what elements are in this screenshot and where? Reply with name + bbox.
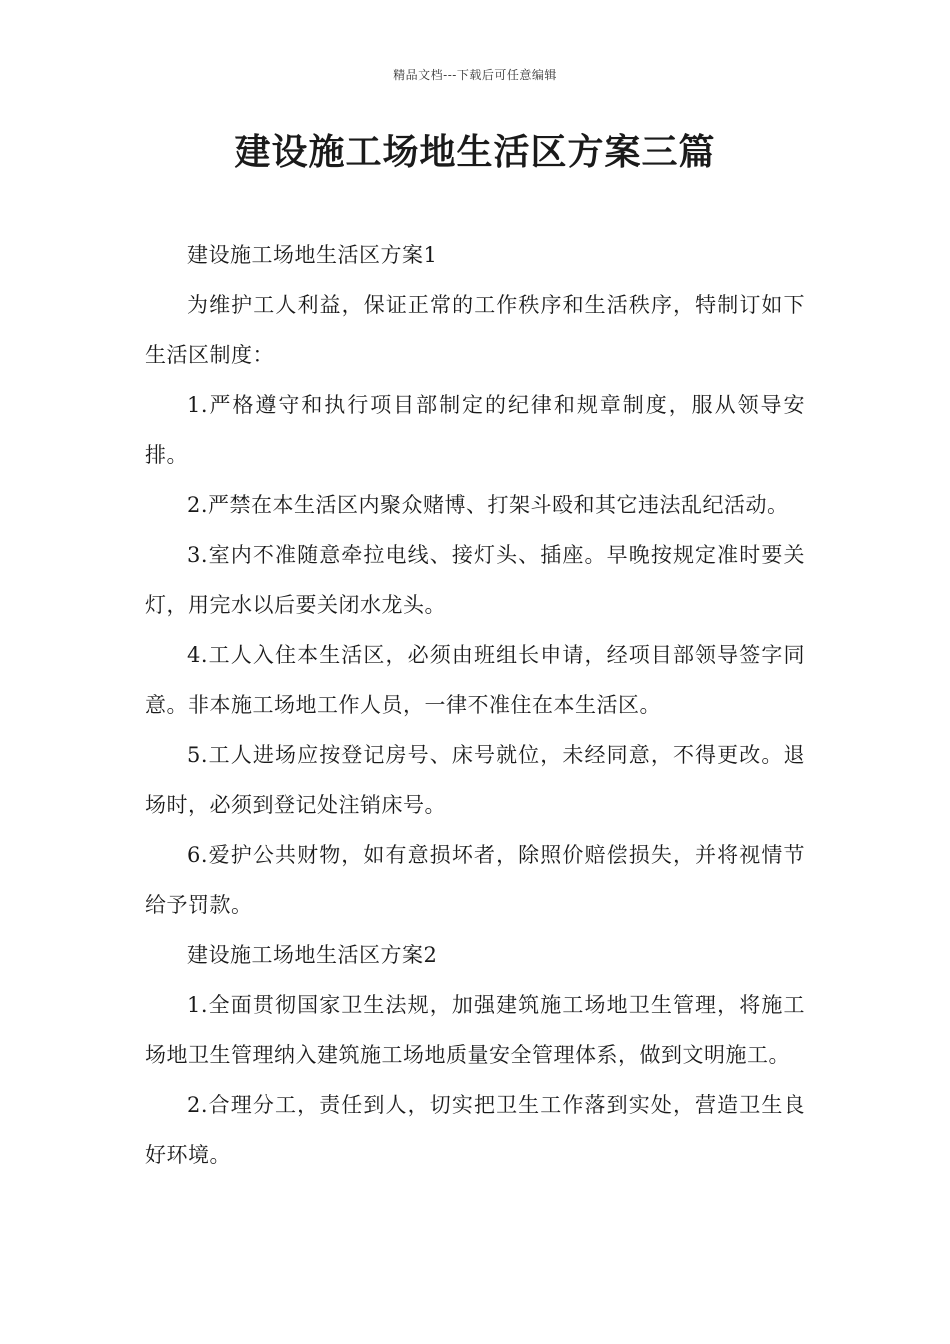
paragraph-item-3: 3.室内不准随意牵拉电线、接灯头、插座。早晚按规定准时要关灯，用完水以后要关闭水龙头。: [145, 543, 805, 617]
page-title: 建设施工场地生活区方案三篇: [234, 132, 716, 173]
paragraph-item-1: 1.严格遵守和执行项目部制定的纪律和规章制度，服从领导安排。: [145, 393, 805, 467]
paragraph-intro: 为维护工人利益，保证正常的工作秩序和生活秩序，特制订如下生活区制度：: [145, 293, 805, 367]
paragraph-item-6: 6.爱护公共财物，如有意损坏者，除照价赔偿损失，并将视情节给予罚款。: [145, 843, 805, 917]
document-body: [145, 230, 805, 1180]
section-heading-1: 建设施工场地生活区方案1: [187, 243, 438, 267]
paragraph-item-4: 4.工人入住本生活区，必须由班组长申请，经项目部领导签字同意。非本施工场地工作人员，一律不准住在本生活区。: [145, 643, 805, 717]
section-heading-2: 建设施工场地生活区方案2: [187, 943, 438, 967]
paragraph-item-2: 2.严禁在本生活区内聚众赌博、打架斗殴和其它违法乱纪活动。: [187, 493, 789, 517]
paragraph-item-5: 5.工人进场应按登记房号、床号就位，未经同意，不得更改。退场时，必须到登记处注销床号。: [145, 743, 805, 817]
paragraph-item-8: 2.合理分工，责任到人，切实把卫生工作落到实处，营造卫生良好环境。: [145, 1093, 805, 1167]
paragraph-item-7: 1.全面贯彻国家卫生法规，加强建筑施工场地卫生管理，将施工场地卫生管理纳入建筑施工场地质量安全管理体系，做到文明施工。: [145, 993, 805, 1067]
header-note: 精品文档---下载后可任意编辑: [393, 68, 557, 82]
